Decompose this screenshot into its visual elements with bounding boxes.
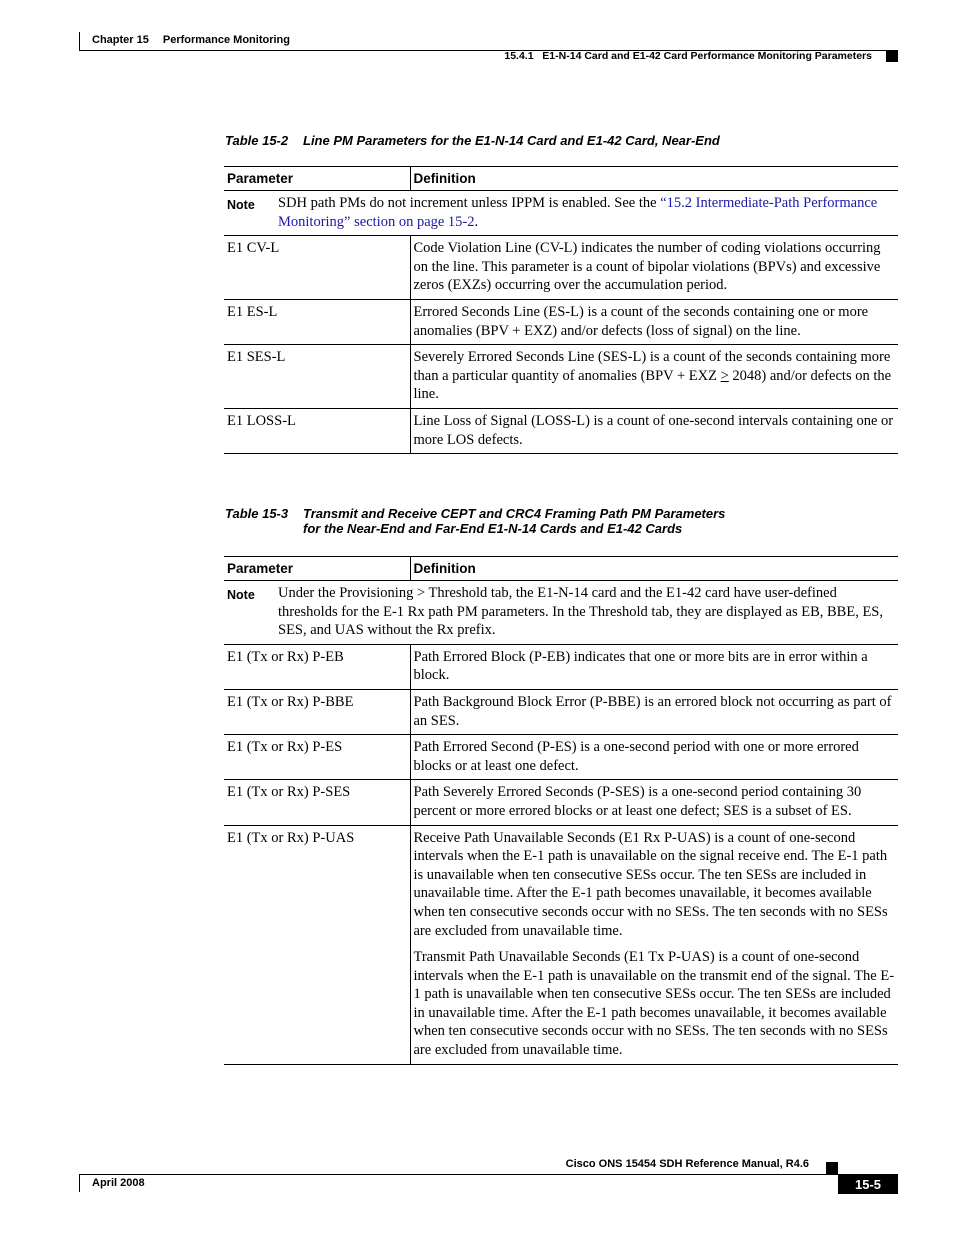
table1-note-label: Note [227,198,255,212]
footer-rule [79,1174,898,1175]
table1-row-def: Code Violation Line (CV-L) indicates the number of coding violations occurring on the line. This parameter is a count of bipolar violations (BPVs) and excessive zeros (EXZs) occurring over the accumulation period. [410,236,898,300]
table2-caption-line1: Transmit and Receive CEPT and CRC4 Framing Path PM Parameters [303,506,726,521]
table-row [224,689,898,734]
table2-row-param: E1 (Tx or Rx) P-EB [224,644,410,689]
table1 [224,166,898,454]
table1-row-def-pre: Severely Errored Seconds Line (SES-L) is a count of the seconds containing more than a particular quantity of anomalies (BPV + EXZ [413,349,891,384]
greater-or-equal-symbol: > [720,367,729,384]
header-marker-block [886,50,898,62]
table2-row-def: Path Severely Errored Seconds (P-SES) is a one-second period containing 30 percent or more errored blocks or at least one defect; SES is a subset of ES. [410,780,898,825]
table1-row-def: Errored Seconds Line (ES-L) is a count of the seconds containing one or more anomalies (BPV + EXZ) and/or defects (loss of signal) on the line. [410,299,898,344]
table-row [224,644,898,689]
table1-note-row [224,191,898,236]
table1-col-definition: Definition [410,167,898,191]
table2-row-param: E1 (Tx or Rx) P-SES [224,780,410,825]
table-row [224,735,898,780]
table2-col-parameter: Parameter [224,557,410,581]
table2-col-definition: Definition [410,557,898,581]
table1-row-def-post: 2048) and/or defects on the line. [413,367,892,403]
table2-row-def-para2: Transmit Path Unavailable Seconds (E1 Tx P-UAS) is a count of one-second intervals when the E-1 path is unavailable on the transmit end of the signal. The E-1 path is unavailable when ten consecutive SESs occur. The ten SESs are included in unavailable time. After the E-1 path becomes unavailable, it becomes available when ten consecutive seconds occur with no SESs. The ten seconds with no SESs are excluded from unavailable time. [413,949,895,1059]
table-row [224,236,898,300]
table1-note-end: . [474,213,479,230]
table1-col-parameter: Parameter [224,167,410,191]
footer-left-rule [79,1174,80,1192]
table2-note-row [224,581,898,645]
footer-date: April 2008 [92,1177,145,1189]
footer-manual-title: Cisco ONS 15454 SDH Reference Manual, R4.6 [565,1158,809,1170]
table2-caption-line2: for the Near-End and Far-End E1-N-14 Cards and E1-42 Cards [303,521,683,536]
table1-row-def [410,345,898,409]
header-chapter [92,34,290,46]
table1-note-link[interactable]: “15.2 Intermediate-Path Performance Monitoring” section on page 15-2 [278,195,878,230]
footer-marker-tab [826,1162,838,1174]
table2-note-text: Under the Provisioning > Threshold tab, the E1-N-14 card and the E1-42 card have user-defined thresholds for the E-1 Rx path PM parameters. In the Threshold tab, they are displayed as EB, BBE, ES, SES, and UAS without the Rx prefix. [278,585,883,639]
table2 [224,556,898,1065]
table2-caption [225,506,725,536]
table2-row-param: E1 (Tx or Rx) P-ES [224,735,410,780]
table1-row-def: Line Loss of Signal (LOSS-L) is a count of one-second intervals containing one or more LOS defects. [410,408,898,453]
table-row [224,408,898,453]
header-chapter-number: Chapter 15 [92,34,149,46]
table1-note-body: SDH path PMs do not increment unless IPPM is enabled. See the [278,195,661,211]
table-row [224,345,898,409]
page-number: 15-5 [838,1174,898,1194]
table2-row-def-para1: Receive Path Unavailable Seconds (E1 Rx P-UAS) is a count of one-second intervals when the E-1 path is unavailable on the signal receive end. The E-1 path is unavailable when ten consecutive SESs occur. The ten SESs are included in unavailable time. After the E-1 path becomes unavailable, it becomes available when ten consecutive seconds occur with no SESs. The ten seconds with no SESs are excluded from unavailable time. [413,829,888,939]
table-row [224,825,898,1064]
table-row [224,780,898,825]
table2-row-param: E1 (Tx or Rx) P-BBE [224,689,410,734]
table1-row-param: E1 ES-L [224,299,410,344]
table2-row-param: E1 (Tx or Rx) P-UAS [224,825,410,1064]
table2-row-def: Path Errored Second (P-ES) is a one-second period with one or more errored blocks or at least one defect. [410,735,898,780]
header-chapter-title: Performance Monitoring [162,34,290,46]
table2-note-label: Note [227,588,255,602]
table-row [224,299,898,344]
table1-header-row [224,167,898,191]
table2-note-cell [224,581,898,645]
table1-row-param: E1 SES-L [224,345,410,409]
header-section-title: 15.4.1 E1-N-14 Card and E1-42 Card Performance Monitoring Parameters [504,50,872,62]
table1-caption-number: Table 15-2 [225,133,289,148]
table2-row-def: Path Errored Block (P-EB) indicates that one or more bits are in error within a block. [410,644,898,689]
table1-note-text [278,194,895,231]
table1-caption-title: Line PM Parameters for the E1-N-14 Card and E1-42 Card, Near-End [303,133,720,148]
table1-note-cell [224,191,898,236]
table2-caption-number: Table 15-3 [225,506,289,521]
table2-row-def: Path Background Block Error (P-BBE) is an errored block not occurring as part of an SES. [410,689,898,734]
header-left-rule [79,32,80,50]
table1-caption [225,133,720,148]
table1-row-param: E1 LOSS-L [224,408,410,453]
table2-header-row [224,557,898,581]
table2-row-def [410,825,898,1064]
table1-row-param: E1 CV-L [224,236,410,300]
